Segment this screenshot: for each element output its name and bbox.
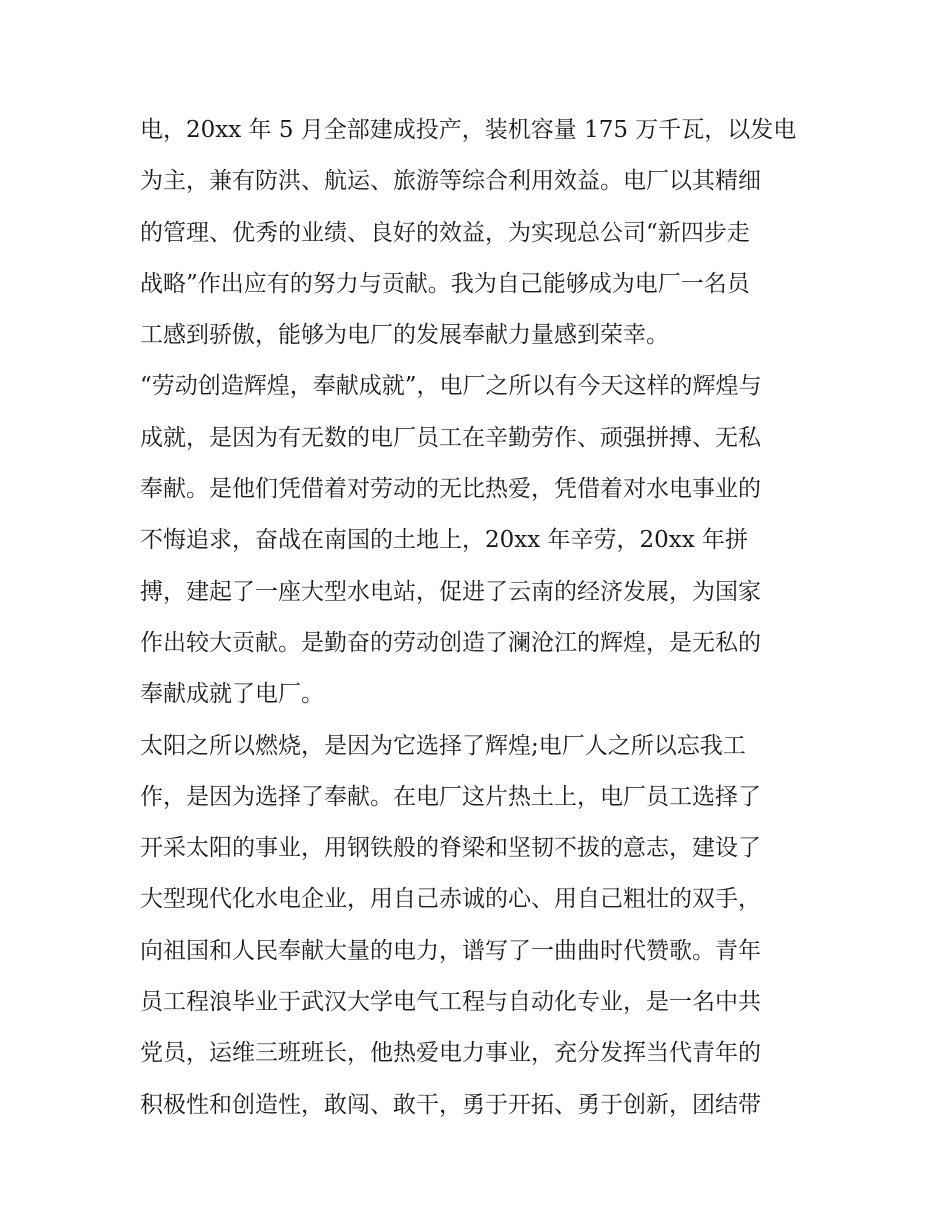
text-line: 党员，运维三班班长，他热爱电力事业，充分发挥当代青年的 [140, 1040, 761, 1067]
text-line: 作，是因为选择了奉献。在电厂这片热土上，电厂员工选择了 [140, 783, 761, 810]
text-line: “劳动创造辉煌，奉献成就”，电厂之所以有今天这样的辉煌与 [140, 373, 762, 400]
body-text [140, 108, 820, 1134]
text-line: 积极性和创造性，敢闯、敢干，勇于开拓、勇于创新，团结带 [140, 1091, 761, 1118]
text-line: 的管理、优秀的业绩、良好的效益，为实现总公司“新四步走 [140, 219, 750, 246]
text-line: 成就，是因为有无数的电厂员工在辛勤劳作、顽强拼搏、无私 [140, 424, 761, 451]
text-line: 不悔追求，奋战在南国的土地上，20xx 年辛劳，20xx 年拼 [140, 527, 749, 554]
text-line: 作出较大贡献。是勤奋的劳动创造了澜沧江的辉煌，是无私的 [140, 629, 761, 656]
text-line: 战略”作出应有的努力与贡献。我为自己能够成为电厂一名员 [140, 270, 750, 297]
text-line: 为主，兼有防洪、航运、旅游等综合利用效益。电厂以其精细 [140, 168, 761, 195]
text-line: 工感到骄傲，能够为电厂的发展奉献力量感到荣幸。 [140, 322, 669, 349]
text-line: 奉献。是他们凭借着对劳动的无比热爱，凭借着对水电事业的 [140, 476, 761, 503]
text-line: 开采太阳的事业，用钢铁般的脊梁和坚韧不拔的意志，建设了 [140, 835, 761, 862]
text-line: 太阳之所以燃烧，是因为它选择了辉煌;电厂人之所以忘我工 [140, 732, 746, 759]
text-line: 向祖国和人民奉献大量的电力，谱写了一曲曲时代赞歌。青年 [140, 937, 761, 964]
text-line: 奉献成就了电厂。 [140, 681, 324, 708]
text-line: 员工程浪毕业于武汉大学电气工程与自动化专业，是一名中共 [140, 989, 761, 1016]
text-line: 搏，建起了一座大型水电站，促进了云南的经济发展，为国家 [140, 578, 761, 605]
text-line: 电，20xx 年 5 月全部建成投产，装机容量 175 万千瓦，以发电 [140, 117, 797, 143]
text-line: 大型现代化水电企业，用自己赤诚的心、用自己粗壮的双手， [140, 886, 761, 913]
